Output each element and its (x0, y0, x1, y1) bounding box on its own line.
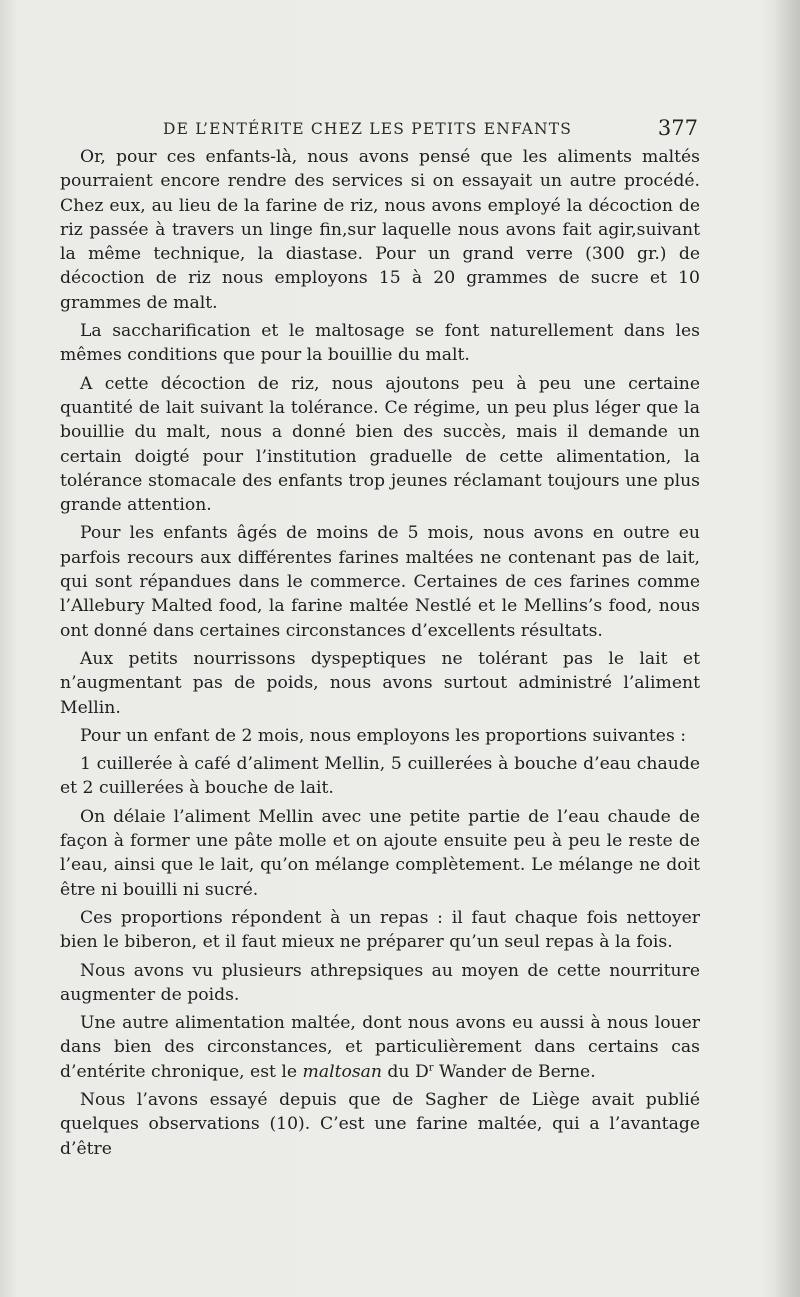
paragraph: Pour les enfants âgés de moins de 5 mois, nous avons en outre eu parfois recours aux différentes farines maltées ne contenant pas de lait, qui sont répandues dans le commerce. Certaines de ces farines comme l’Allebury Malted food, la farine maltée Nestlé et le Mellins’s food, nous ont donné dans certaines circonstances d’excellents résultats. (60, 523, 700, 641)
page-edge-shadow (774, 0, 800, 1297)
maltosan-term: maltosan (302, 1061, 382, 1082)
page-number: 377 (657, 116, 698, 140)
paragraph: Or, pour ces enfants-là, nous avons pensé que les aliments maltés pourraient encore rendre des services si on essayait un autre procédé. Chez eux, au lieu de la farine de riz, nous avons employé la décoction de riz passée à travers un linge fin,sur laquelle nous avons fait agir,suivant la même technique, la diastase. Pour un grand verre (300 gr.) de décoction de riz nous employons 15 à 20 grammes de sucre et 10 grammes de malt. (60, 147, 700, 313)
paragraph: 1 cuillerée à café d’aliment Mellin, 5 cuillerées à bouche d’eau chaude et 2 cuillerées à bouche de lait. (60, 754, 700, 799)
doctor-superscript: r (428, 1061, 434, 1073)
paragraph-text-start: Une autre alimentation maltée, dont nous avons eu aussi à nous louer dans bien des circonstances, et particulièrement dans certains cas d’entérite chronique, est le (60, 1013, 700, 1082)
paragraph-maltosan (60, 1011, 700, 1084)
paragraph: Pour un enfant de 2 mois, nous employons les proportions suivantes : (80, 725, 687, 746)
paragraph-text-middle: du D (381, 1061, 429, 1082)
running-header (60, 116, 700, 144)
paragraph: Ces proportions répondent à un repas : il faut chaque fois nettoyer bien le biberon, et il faut mieux ne préparer qu’un seul repas à la fois. (60, 907, 700, 953)
paragraph: La saccharification et le maltosage se font naturellement dans les mêmes conditions que pour la bouillie du malt. (60, 321, 700, 366)
paragraph: Aux petits nourrissons dyspeptiques ne tolérant pas le lait et n’augmentant pas de poids, nous avons surtout administré l’aliment Mellin. (60, 648, 700, 718)
paragraph-text-end: Wander de Berne. (433, 1061, 596, 1082)
body-text (60, 145, 700, 1165)
paragraph: A cette décoction de riz, nous ajoutons peu à peu une certaine quantité de lait suivant la tolérance. Ce régime, un peu plus léger que la bouillie du malt, nous a donné bien des succès, mais il demande un certain doigté pour l’institution graduelle de cette alimentation, la tolérance stomacale des enfants trop jeunes réclamant toujours une plus grande attention. (60, 373, 700, 516)
paragraph: On délaie l’aliment Mellin avec une petite partie de l’eau chaude de façon à former une pâte molle et on ajoute ensuite peu à peu le reste de l’eau, ainsi que le lait, qu’on mélange complètement. Le mélange ne doit être ni bouilli ni sucré. (60, 806, 700, 900)
running-title: DE L’ENTÉRITE CHEZ LES PETITS ENFANTS (163, 120, 573, 138)
paragraph: Nous avons vu plusieurs athrepsiques au moyen de cette nourriture augmenter de poids. (60, 960, 700, 1005)
paragraph: Nous l’avons essayé depuis que de Sagher de Liège avait publié quelques observations (10). C’est une farine maltée, qui a l’avantage d’être (60, 1089, 700, 1159)
